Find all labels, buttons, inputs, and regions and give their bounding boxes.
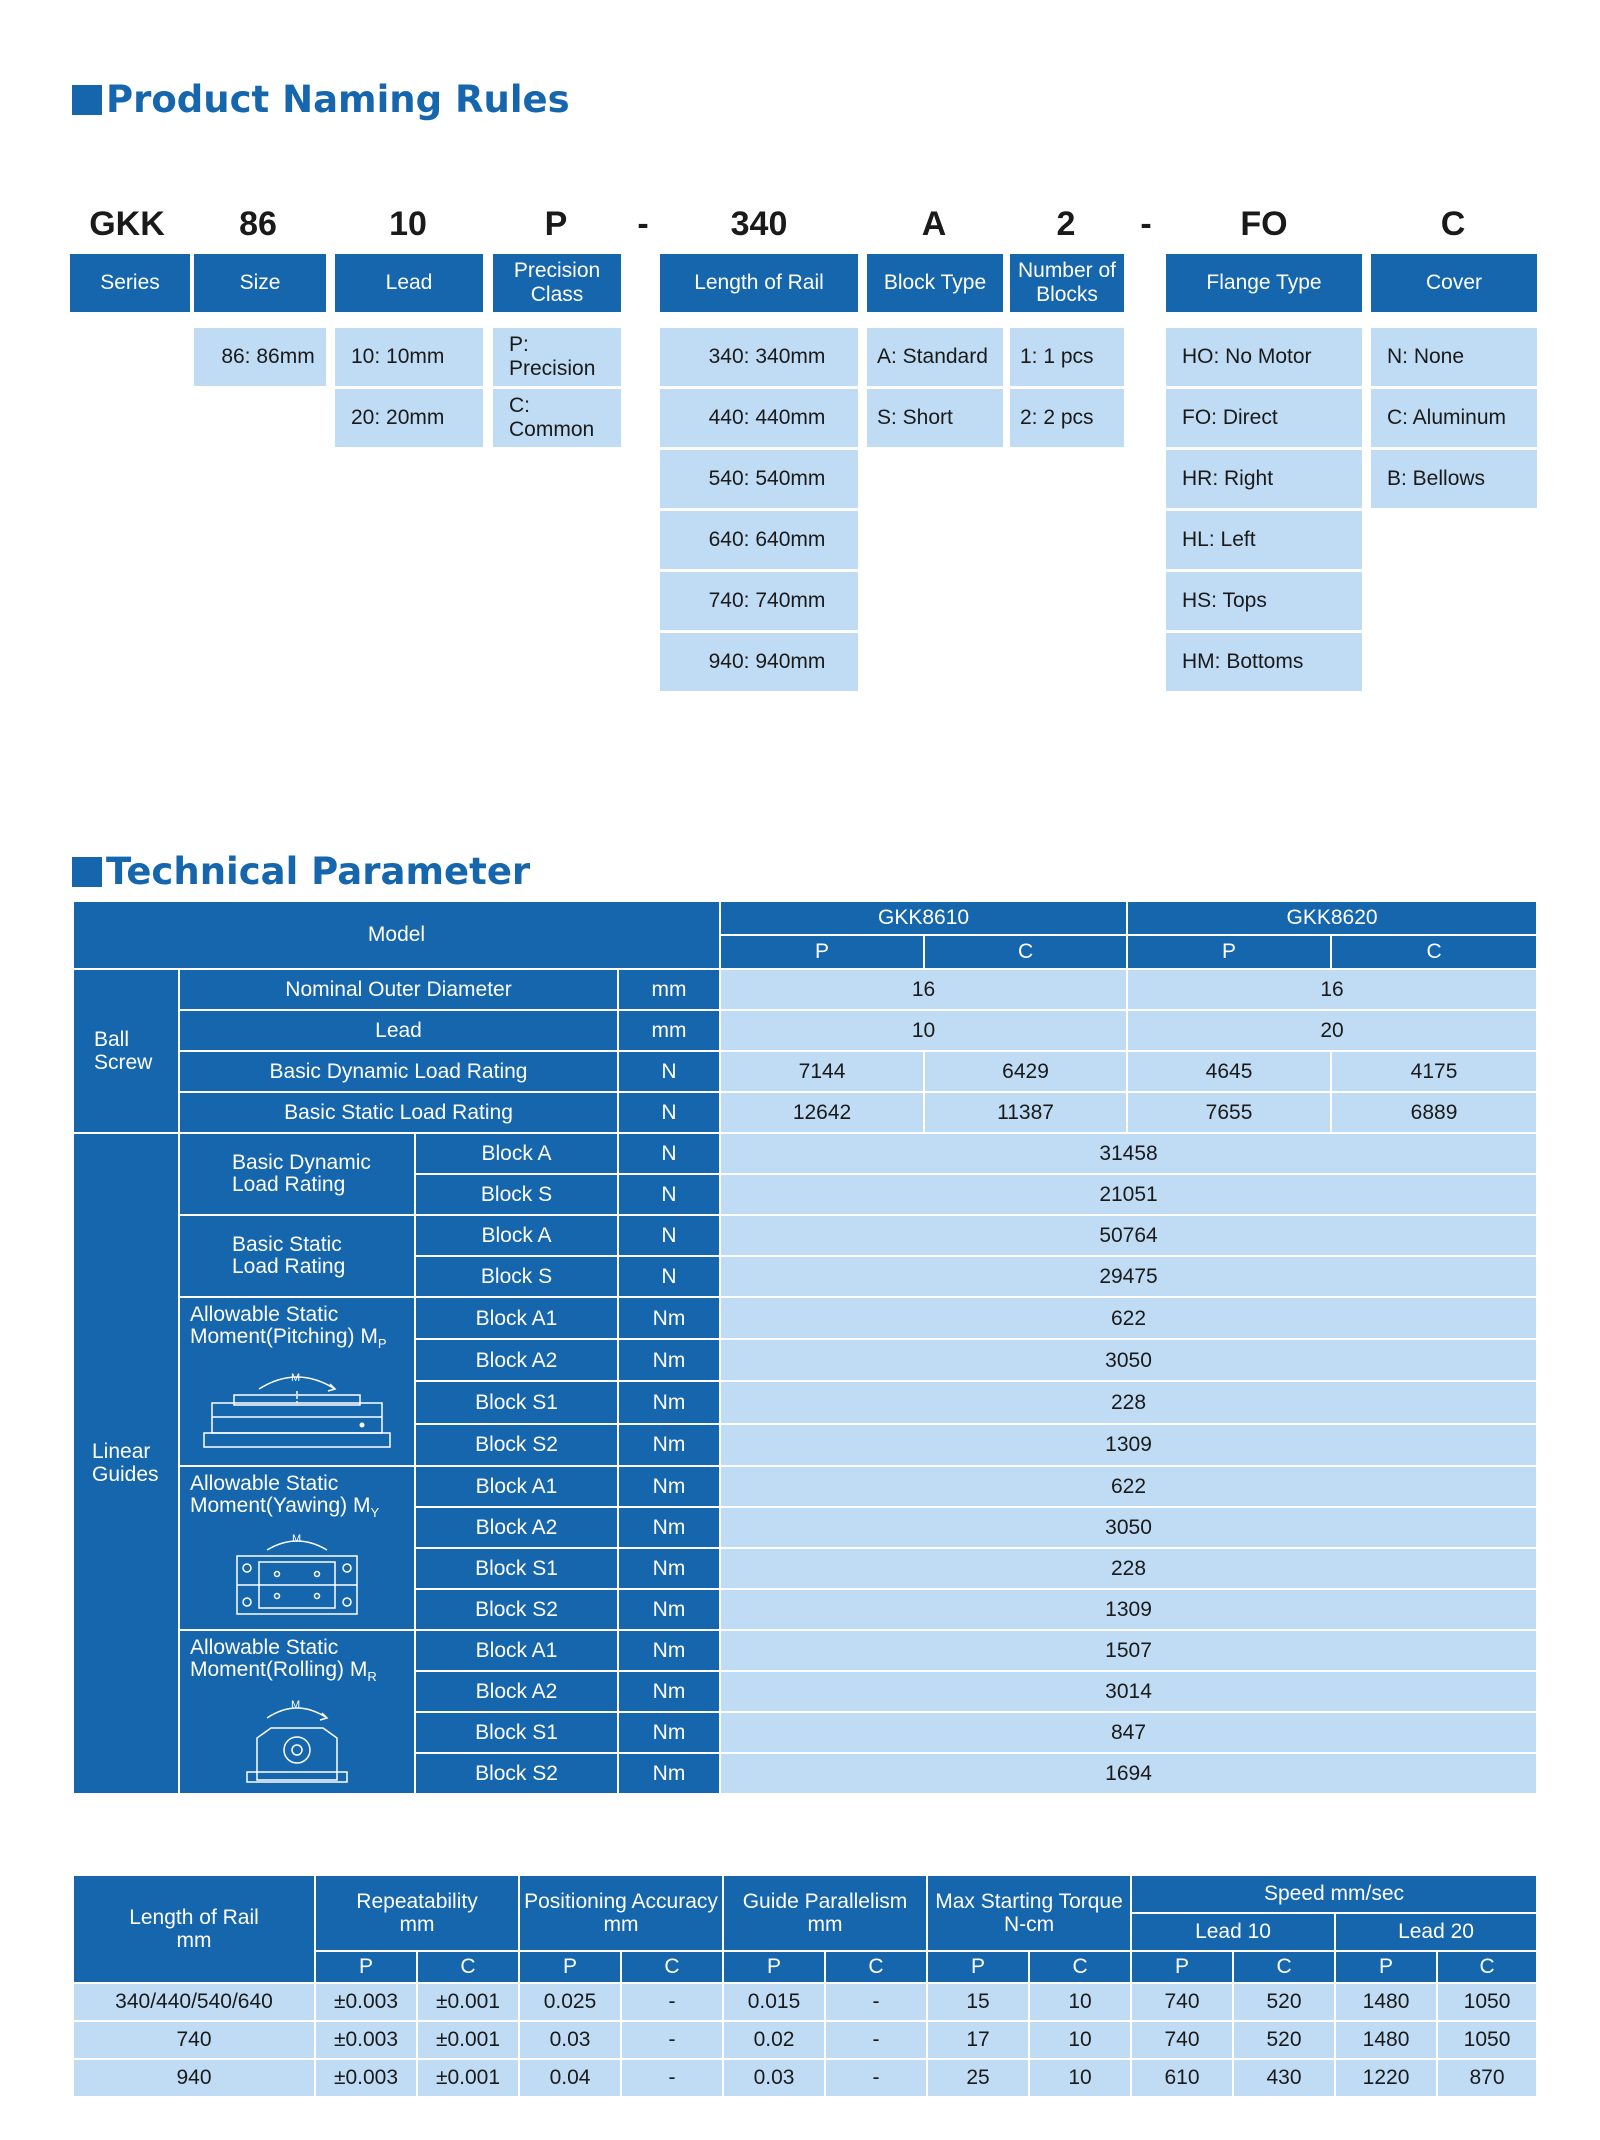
block-name: Block S2 [415,1589,618,1630]
accuracy-value: ±0.001 [417,2059,519,2097]
param-name: Basic Static Load Rating [179,1092,618,1133]
naming-header-8: Number of Blocks [1010,254,1124,312]
accuracy-value: 870 [1437,2059,1537,2097]
naming-option: 340: 340mm [660,328,858,386]
grade-header: C [1233,1951,1335,1983]
param-value: 228 [720,1381,1537,1423]
param-name: Lead [179,1010,618,1051]
accuracy-value: 610 [1131,2059,1233,2097]
length-of-rail-header: Length of Rail mm [73,1875,315,1983]
accuracy-value: 0.03 [723,2059,825,2097]
linear-guides-label: Linear Guides [73,1133,179,1794]
lead-10-header: Lead 10 [1131,1913,1335,1951]
accuracy-value: 1050 [1437,2021,1537,2059]
accuracy-value: - [621,2021,723,2059]
param-unit: Nm [618,1671,720,1712]
block-name: Block A [415,1215,618,1256]
param-unit: Nm [618,1297,720,1339]
naming-option: HO: No Motor [1166,328,1362,386]
block-name: Block S2 [415,1753,618,1794]
naming-header-7: Block Type [867,254,1003,312]
model-header: Model [73,901,720,969]
param-value: 10 [720,1010,1127,1051]
naming-option: HL: Left [1166,511,1362,569]
param-unit: N [618,1256,720,1297]
param-value: 228 [720,1548,1537,1589]
param-unit: Nm [618,1466,720,1507]
naming-option: 740: 740mm [660,572,858,630]
naming-option: 640: 640mm [660,511,858,569]
yawing-moment-icon [217,1524,377,1624]
param-value: 4645 [1127,1051,1331,1092]
naming-option: P: Precision [493,328,621,386]
param-unit: Nm [618,1507,720,1548]
param-value: 7144 [720,1051,924,1092]
naming-option: C: Common [493,389,621,447]
guide-group-label [179,1630,415,1794]
block-name: Block S [415,1256,618,1297]
accuracy-value: 520 [1233,1983,1335,2021]
param-value: 12642 [720,1092,924,1133]
naming-title: Product Naming Rules [106,78,570,121]
accuracy-value: ±0.003 [315,1983,417,2021]
param-value: 16 [720,969,1127,1010]
accuracy-value: 17 [927,2021,1029,2059]
naming-option: B: Bellows [1371,450,1537,508]
grade-header: C [924,935,1127,969]
guide-group-label [179,1133,415,1215]
param-value: 16 [1127,969,1537,1010]
guide-parallelism-header: Guide Parallelism mm [723,1875,927,1951]
code-11: C [1440,205,1466,243]
naming-option: 440: 440mm [660,389,858,447]
grade-header: P [723,1951,825,1983]
guide-group-label [179,1297,415,1466]
naming-header-4: Precision Class [493,254,621,312]
naming-header-2: Size [194,254,326,312]
block-name: Block S1 [415,1548,618,1589]
accuracy-value: ±0.003 [315,2021,417,2059]
param-value: 21051 [720,1174,1537,1215]
lead-20-header: Lead 20 [1335,1913,1537,1951]
tech-section-title [72,850,530,893]
naming-header-11: Cover [1371,254,1537,312]
param-value: 622 [720,1466,1537,1507]
param-value: 3050 [720,1339,1537,1381]
grade-header: P [315,1951,417,1983]
accuracy-value: 0.04 [519,2059,621,2097]
grade-header: C [825,1951,927,1983]
title-square-icon [72,857,102,887]
accuracy-value: 0.03 [519,2021,621,2059]
naming-option: HM: Bottoms [1166,633,1362,691]
param-unit: Nm [618,1712,720,1753]
code-10: FO [1240,205,1288,243]
param-unit: Nm [618,1630,720,1671]
rail-length-cell: 940 [73,2059,315,2097]
param-value: 6889 [1331,1092,1537,1133]
naming-option: 10: 10mm [335,328,483,386]
param-name: Nominal Outer Diameter [179,969,618,1010]
block-name: Block A1 [415,1630,618,1671]
param-unit: N [618,1133,720,1174]
grade-header: P [720,935,924,969]
block-name: Block A2 [415,1339,618,1381]
accuracy-value: 1480 [1335,2021,1437,2059]
grade-header: P [927,1951,1029,1983]
pitching-moment-icon [194,1355,400,1465]
naming-header-3: Lead [335,254,483,312]
positioning-accuracy-header: Positioning Accuracy mm [519,1875,723,1951]
accuracy-value: 1050 [1437,1983,1537,2021]
grade-header: C [1331,935,1537,969]
rolling-moment-icon [227,1688,367,1788]
code-7: A [921,205,947,243]
guide-group-label [179,1215,415,1297]
accuracy-value: - [621,2059,723,2097]
param-value: 1309 [720,1424,1537,1466]
param-name: Basic Dynamic Load Rating [179,1051,618,1092]
rail-length-cell: 340/440/540/640 [73,1983,315,2021]
accuracy-value: 25 [927,2059,1029,2097]
guide-group-text: Allowable Static Moment(Pitching) $M_P$ [190,1303,387,1352]
model-name: GKK8620 [1127,901,1537,935]
accuracy-value: - [825,2021,927,2059]
param-value: 11387 [924,1092,1127,1133]
param-value: 3050 [720,1507,1537,1548]
grade-header: P [1131,1951,1233,1983]
param-value: 6429 [924,1051,1127,1092]
block-name: Block A1 [415,1466,618,1507]
model-name: GKK8610 [720,901,1127,935]
accuracy-value: 10 [1029,2021,1131,2059]
block-name: Block S1 [415,1381,618,1423]
naming-option: A: Standard [867,328,1003,386]
naming-option: 1: 1 pcs [1010,328,1124,386]
guide-group-text: Allowable Static Moment(Rolling) $M_R$ [190,1635,377,1685]
param-value: 29475 [720,1256,1537,1297]
guide-group-text: Basic Static Load Rating [232,1232,346,1278]
param-unit: N [618,1092,720,1133]
block-name: Block S1 [415,1712,618,1753]
naming-section-title [72,78,570,121]
accuracy-value: 10 [1029,2059,1131,2097]
accuracy-value: - [825,2059,927,2097]
param-value: 7655 [1127,1092,1331,1133]
code-3: 10 [389,205,427,243]
param-value: 3014 [720,1671,1537,1712]
title-square-icon [72,85,102,115]
naming-header-1: Series [70,254,190,312]
accuracy-value: 520 [1233,2021,1335,2059]
block-name: Block S [415,1174,618,1215]
param-unit: Nm [618,1753,720,1794]
grade-header: C [1437,1951,1537,1983]
max-starting-torque-header: Max Starting Torque N-cm [927,1875,1131,1951]
block-name: Block S2 [415,1424,618,1466]
naming-option: 20: 20mm [335,389,483,447]
accuracy-value: 740 [1131,2021,1233,2059]
speed-header: Speed mm/sec [1131,1875,1537,1913]
grade-header: P [519,1951,621,1983]
naming-option: 2: 2 pcs [1010,389,1124,447]
accuracy-value: 740 [1131,1983,1233,2021]
guide-group-text: Basic Dynamic Load Rating [232,1150,371,1196]
naming-option: FO: Direct [1166,389,1362,447]
tech-title: Technical Parameter [106,850,531,893]
accuracy-value: 1480 [1335,1983,1437,2021]
param-unit: Nm [618,1339,720,1381]
param-unit: N [618,1051,720,1092]
repeatability-header: Repeatability mm [315,1875,519,1951]
svg-text:M: M [291,1698,301,1711]
naming-option: 86: 86mm [194,328,326,386]
accuracy-value: 15 [927,1983,1029,2021]
code-1: GKK [89,205,165,243]
grade-header: C [1029,1951,1131,1983]
param-unit: N [618,1174,720,1215]
naming-option: C: Aluminum [1371,389,1537,447]
accuracy-value: - [825,1983,927,2021]
param-value: 847 [720,1712,1537,1753]
param-value: 1507 [720,1630,1537,1671]
ball-screw-label: Ball Screw [73,969,179,1133]
accuracy-value: 10 [1029,1983,1131,2021]
param-unit: Nm [618,1424,720,1466]
naming-option: S: Short [867,389,1003,447]
param-unit: Nm [618,1548,720,1589]
naming-option: HR: Right [1166,450,1362,508]
guide-group-label [179,1466,415,1630]
naming-header-10: Flange Type [1166,254,1362,312]
param-value: 1309 [720,1589,1537,1630]
accuracy-value: ±0.001 [417,2021,519,2059]
accuracy-speed-table [72,1874,1538,2098]
param-value: 4175 [1331,1051,1537,1092]
accuracy-value: 430 [1233,2059,1335,2097]
param-unit: Nm [618,1381,720,1423]
param-value: 622 [720,1297,1537,1339]
param-value: 50764 [720,1215,1537,1256]
accuracy-value: 0.015 [723,1983,825,2021]
block-name: Block A2 [415,1507,618,1548]
grade-header: C [621,1951,723,1983]
code-8: 2 [1056,205,1076,243]
accuracy-value: ±0.003 [315,2059,417,2097]
code-5: - [637,205,649,243]
param-unit: mm [618,969,720,1010]
svg-text:M: M [292,1532,302,1545]
param-unit: Nm [618,1589,720,1630]
accuracy-value: 0.02 [723,2021,825,2059]
param-value: 31458 [720,1133,1537,1174]
svg-text:M: M [291,1371,301,1384]
param-unit: mm [618,1010,720,1051]
block-name: Block A2 [415,1671,618,1712]
technical-parameter-table [72,900,1538,1795]
grade-header: P [1127,935,1331,969]
naming-option: 540: 540mm [660,450,858,508]
accuracy-value: 1220 [1335,2059,1437,2097]
naming-option: 940: 940mm [660,633,858,691]
code-4: P [544,205,568,243]
param-value: 1694 [720,1753,1537,1794]
block-name: Block A1 [415,1297,618,1339]
naming-option: N: None [1371,328,1537,386]
param-unit: N [618,1215,720,1256]
accuracy-value: 0.025 [519,1983,621,2021]
naming-header-6: Length of Rail [660,254,858,312]
block-name: Block A [415,1133,618,1174]
naming-option: HS: Tops [1166,572,1362,630]
param-value: 20 [1127,1010,1537,1051]
grade-header: C [417,1951,519,1983]
code-6: 340 [730,205,788,243]
accuracy-value: - [621,1983,723,2021]
grade-header: P [1335,1951,1437,1983]
accuracy-value: ±0.001 [417,1983,519,2021]
guide-group-text: Allowable Static Moment(Yawing) $M_Y$ [190,1471,380,1521]
rail-length-cell: 740 [73,2021,315,2059]
code-9: - [1140,205,1152,243]
code-2: 86 [239,205,277,243]
